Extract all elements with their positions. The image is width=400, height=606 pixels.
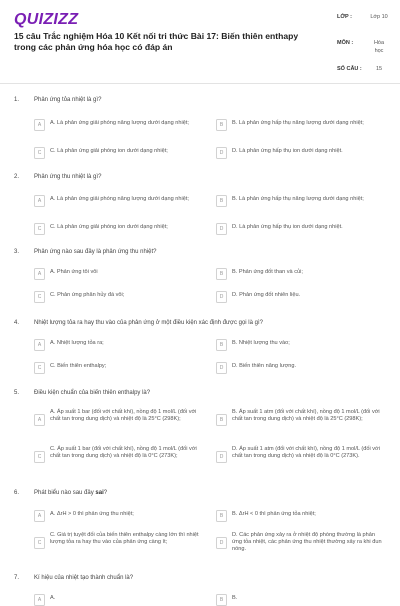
meta-value: Hóa học bbox=[373, 40, 385, 54]
option-key-box: A bbox=[34, 119, 45, 131]
option-key-box: C bbox=[34, 223, 45, 235]
option-key-box: B bbox=[216, 510, 227, 522]
quizizz-logo: QUIZIZZ bbox=[14, 11, 79, 28]
option-key-box: A bbox=[34, 339, 45, 351]
document-title: 15 câu Trắc nghiệm Hóa 10 Kết nối tri thức Bài 17: Biến thiên enthapy trong các phản ứng hóa học có đáp án bbox=[14, 31, 299, 52]
option-key-box: A bbox=[34, 594, 45, 606]
option-text: D. Phản ứng đốt nhiên liệu. bbox=[232, 292, 301, 298]
option-text: A. bbox=[50, 595, 56, 601]
question-text: Phản ứng thu nhiệt là gì? bbox=[34, 174, 102, 180]
option-text: D. Các phản ứng xảy ra ở nhiệt độ phòng thường là phản ứng tỏa nhiệt, các phản ứng thu nhiệt thường xảy ra khi đun nóng. bbox=[232, 532, 382, 553]
option-text: C. Là phản ứng giải phóng ion dưới dạng nhiệt; bbox=[50, 224, 168, 230]
option-key-box: B bbox=[216, 195, 227, 207]
option-text: C. Giá trị tuyệt đối của biến thiên enthalpy càng lớn thì nhiệt lượng tỏa ra hay thu vào của phản ứng càng ít; bbox=[50, 532, 199, 546]
option-text: B. Phản ứng đốt than và củi; bbox=[232, 269, 303, 275]
option-text: D. Là phản ứng hấp thụ ion dưới dạng nhiệt. bbox=[232, 224, 343, 230]
option-key-box: C bbox=[34, 147, 45, 159]
option-key-box: C bbox=[34, 362, 45, 374]
question-text-start: Phát biểu nào sau đây bbox=[34, 490, 96, 496]
question-number: 2. bbox=[14, 174, 20, 180]
option-text: C. Là phản ứng giải phóng ion dưới dạng nhiệt; bbox=[50, 148, 168, 154]
option-text: B. bbox=[232, 595, 238, 601]
question-text-end: ? bbox=[103, 490, 108, 496]
option-key-box: D bbox=[216, 291, 227, 303]
question-number: 1. bbox=[14, 97, 20, 103]
option-key-box: C bbox=[34, 537, 45, 549]
question-number: 3. bbox=[14, 249, 20, 255]
meta-label: MÔN : bbox=[337, 40, 354, 46]
question-text: Phản ứng tỏa nhiệt là gì? bbox=[34, 97, 102, 103]
meta-label: SỐ CÂU : bbox=[337, 66, 362, 72]
question-text: Điều kiện chuẩn của biến thiên enthalpy là? bbox=[34, 390, 151, 396]
question-text: Nhiệt lượng tỏa ra hay thu vào của phản ứng ở một điều kiện xác định được gọi là gì? bbox=[34, 320, 263, 326]
meta-label: LỚP : bbox=[337, 14, 352, 20]
option-text: B. Nhiệt lượng thu vào; bbox=[232, 340, 290, 346]
option-key-box: B bbox=[216, 414, 227, 426]
option-key-box: B bbox=[216, 339, 227, 351]
option-text: B. ΔrH < 0 thì phản ứng tỏa nhiệt; bbox=[232, 511, 316, 517]
question-number: 5. bbox=[14, 390, 20, 396]
meta-value: Lớp 10 bbox=[370, 14, 388, 20]
option-text: A. Là phản ứng giải phóng năng lượng dưới dạng nhiệt; bbox=[50, 120, 189, 126]
option-key-box: B bbox=[216, 594, 227, 606]
header-divider bbox=[0, 83, 400, 84]
option-key-box: B bbox=[216, 119, 227, 131]
option-text: D. Là phản ứng hấp thụ ion dưới dạng nhiệt. bbox=[232, 148, 343, 154]
option-key-box: D bbox=[216, 147, 227, 159]
option-key-box: C bbox=[34, 291, 45, 303]
option-text: D. Biến thiên năng lượng. bbox=[232, 363, 297, 369]
question-number: 7. bbox=[14, 575, 20, 581]
option-key-box: D bbox=[216, 362, 227, 374]
option-key-box: A bbox=[34, 268, 45, 280]
option-text: A. Là phản ứng giải phóng năng lượng dưới dạng nhiệt; bbox=[50, 196, 189, 202]
question-text: Kí hiệu của nhiệt tạo thành chuẩn là? bbox=[34, 575, 134, 581]
option-text: D. Áp suất 1 atm (đối với chất khí), nồng độ 1 mol/L (đối với chất tan trong dung dịch) và nhiệt độ là 0°C (273K). bbox=[232, 446, 380, 460]
option-text: A. Nhiệt lượng tỏa ra; bbox=[50, 340, 104, 346]
question-text bbox=[34, 490, 374, 496]
question-keyword: sai bbox=[95, 490, 104, 496]
option-text: C. Áp suất 1 bar (đối với chất khí), nồng độ 1 mol/L (đối với chất tan trong dung dịch) và nhiệt độ là 0°C (273K); bbox=[50, 446, 197, 460]
meta-value: 15 bbox=[375, 66, 383, 72]
option-key-box: D bbox=[216, 537, 227, 549]
option-key-box: A bbox=[34, 510, 45, 522]
question-number: 4. bbox=[14, 320, 20, 326]
option-text: B. Là phản ứng hấp thụ năng lượng dưới dạng nhiệt; bbox=[232, 120, 364, 126]
option-text: C. Biến thiên enthalpy; bbox=[50, 363, 107, 369]
question-text: Phản ứng nào sau đây là phản ứng thu nhiệt? bbox=[34, 249, 157, 255]
option-text: A. Áp suất 1 bar (đối với chất khí), nồng độ 1 mol/L (đối với chất tan trong dung dịch) và nhiệt độ là 25°C (298K); bbox=[50, 409, 197, 423]
option-key-box: D bbox=[216, 451, 227, 463]
option-key-box: A bbox=[34, 414, 45, 426]
option-text: A. ΔrH > 0 thì phản ứng thu nhiệt; bbox=[50, 511, 134, 517]
option-key-box: A bbox=[34, 195, 45, 207]
option-text: C. Phản ứng phân hủy đá vôi; bbox=[50, 292, 125, 298]
option-key-box: D bbox=[216, 223, 227, 235]
option-key-box: C bbox=[34, 451, 45, 463]
option-text: A. Phản ứng tôi vôi bbox=[50, 269, 98, 275]
option-text: B. Áp suất 1 atm (đối với chất khí), nồng độ 1 mol/L (đối với chất tan trong dung dịch) và nhiệt độ là 25°C (298K); bbox=[232, 409, 380, 423]
option-text: B. Là phản ứng hấp thụ năng lượng dưới dạng nhiệt; bbox=[232, 196, 364, 202]
document-header bbox=[0, 0, 400, 82]
question-number: 6. bbox=[14, 490, 20, 496]
option-key-box: B bbox=[216, 268, 227, 280]
